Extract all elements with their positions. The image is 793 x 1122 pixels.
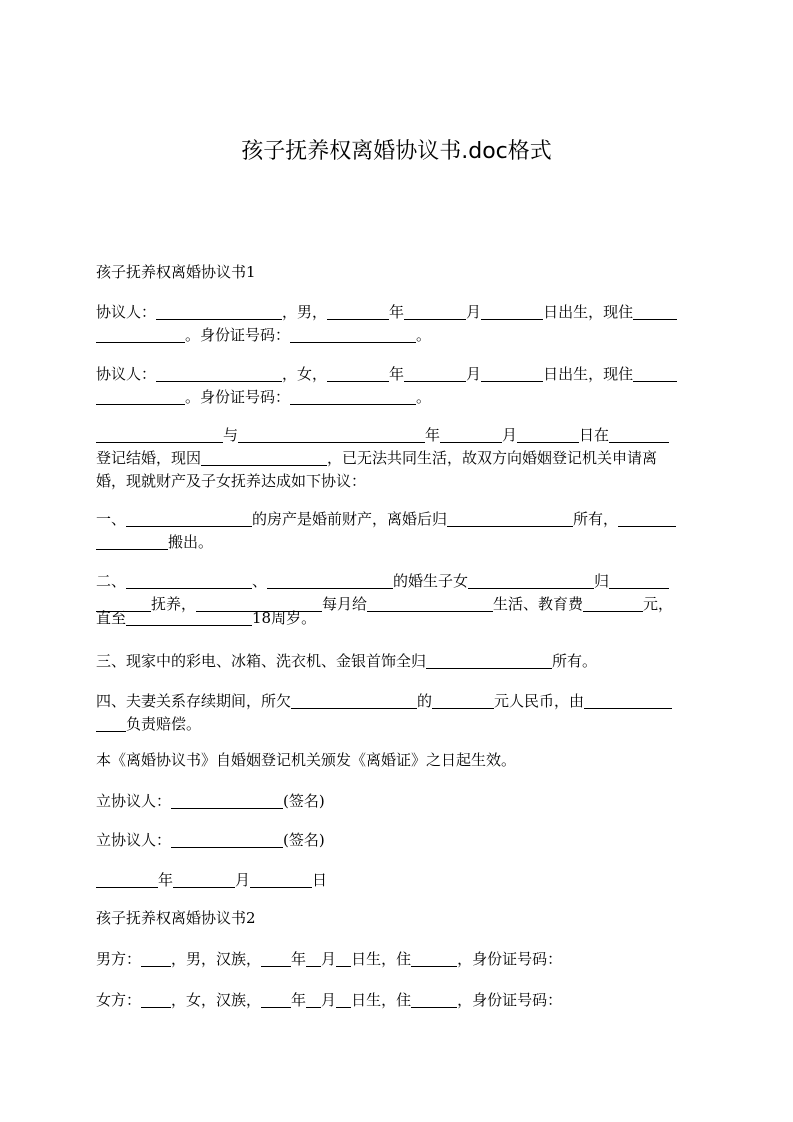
clause2-line-1: 二、 、 的婚生子女 归 [96,568,698,594]
party-blank[interactable] [96,531,168,550]
month-blank[interactable] [440,424,502,443]
day-blank[interactable] [250,869,312,888]
day-blank[interactable] [481,301,543,320]
female-line: 女方： ，女，汉族， 年 月 日生，住 ，身份证号码： [96,991,563,1009]
debt-amount-blank[interactable] [432,690,494,709]
name-blank[interactable] [96,424,223,443]
year-blank[interactable] [96,869,158,888]
clause2-line-2: 抚养， 每月给 生活、教育费 元， [96,591,698,617]
year-blank[interactable] [261,948,291,967]
name-blank[interactable] [141,948,171,967]
reason-blank[interactable] [201,447,327,466]
mother-name-blank[interactable] [267,570,393,589]
address-blank[interactable] [411,989,457,1008]
address-blank[interactable] [411,948,457,967]
year-blank[interactable] [327,301,389,320]
address-blank[interactable] [633,363,677,382]
day-blank[interactable] [481,363,543,382]
signature-blank[interactable] [171,829,283,848]
day-blank[interactable] [336,948,351,967]
party1-line-2: 。身份证号码： 。 [96,322,698,348]
signature-line-1: 立协议人： (签名) [96,792,325,810]
address-blank[interactable] [96,386,185,405]
name-blank[interactable] [156,363,282,382]
owner-blank[interactable] [447,508,573,527]
marriage-line-3: 婚，现就财产及子女抚养达成如下协议： [96,472,367,490]
child-name-blank[interactable] [468,570,594,589]
clause2-line-3: 直至 18周岁。 [96,609,317,627]
document-title: 孩子抚养权离婚协议书.doc格式 [241,139,552,164]
marriage-line-1: 与 年 月 日在 [96,422,698,448]
child-name-blank[interactable] [126,607,252,626]
signature-blank[interactable] [171,790,283,809]
owner-blank[interactable] [426,650,552,669]
clause4-line-2: 负责赔偿。 [96,711,698,737]
creditor-blank[interactable] [291,690,417,709]
male-line: 男方： ，男，汉族， 年 月 日生，住 ，身份证号码： [96,950,563,968]
name-blank[interactable] [238,424,425,443]
year-blank[interactable] [327,363,389,382]
custodian-blank[interactable] [609,570,669,589]
address-blank[interactable] [96,324,185,343]
clause1-line-2: 搬出。 [96,529,698,555]
month-blank[interactable] [173,869,235,888]
clause3-line: 三、现家中的彩电、冰箱、洗衣机、金银首饰全归 所有。 [96,652,598,670]
month-blank[interactable] [306,948,321,967]
clause4-line-1: 四、夫妻关系存续期间，所欠 的 元人民币，由 [96,688,698,714]
signature-line-2: 立协议人： (签名) [96,831,325,849]
debtor-blank[interactable] [96,713,126,732]
section-heading-2: 孩子抚养权离婚协议书2 [96,909,256,927]
day-blank[interactable] [517,424,579,443]
father-name-blank[interactable] [126,570,252,589]
name-blank[interactable] [141,989,171,1008]
clause1-line-1: 一、 的房产是婚前财产，离婚后归 所有， [96,506,698,532]
day-blank[interactable] [336,989,351,1008]
debtor-blank[interactable] [584,690,672,709]
party2-line-2: 。身份证号码： 。 [96,384,698,410]
section-heading-1: 孩子抚养权离婚协议书1 [96,263,256,281]
place-blank[interactable] [609,424,669,443]
party-blank[interactable] [618,508,676,527]
party1-line-1: 协议人： ，男， 年 月 日出生，现住 [96,299,698,325]
month-blank[interactable] [404,363,466,382]
property-blank[interactable] [126,508,252,527]
address-blank[interactable] [633,301,677,320]
id-number-blank[interactable] [290,324,416,343]
month-blank[interactable] [404,301,466,320]
marriage-line-2: 登记结婚，现因 ，已无法共同生活，故双方向婚姻登记机关申请离 [96,449,658,467]
year-blank[interactable] [261,989,291,1008]
date-line: 年 月 日 [96,867,698,893]
id-number-blank[interactable] [290,386,416,405]
party2-line-1: 协议人： ，女， 年 月 日出生，现住 [96,361,698,387]
name-blank[interactable] [156,301,282,320]
month-blank[interactable] [306,989,321,1008]
effective-clause: 本《离婚协议书》自婚姻登记机关颁发《离婚证》之日起生效。 [96,751,517,769]
